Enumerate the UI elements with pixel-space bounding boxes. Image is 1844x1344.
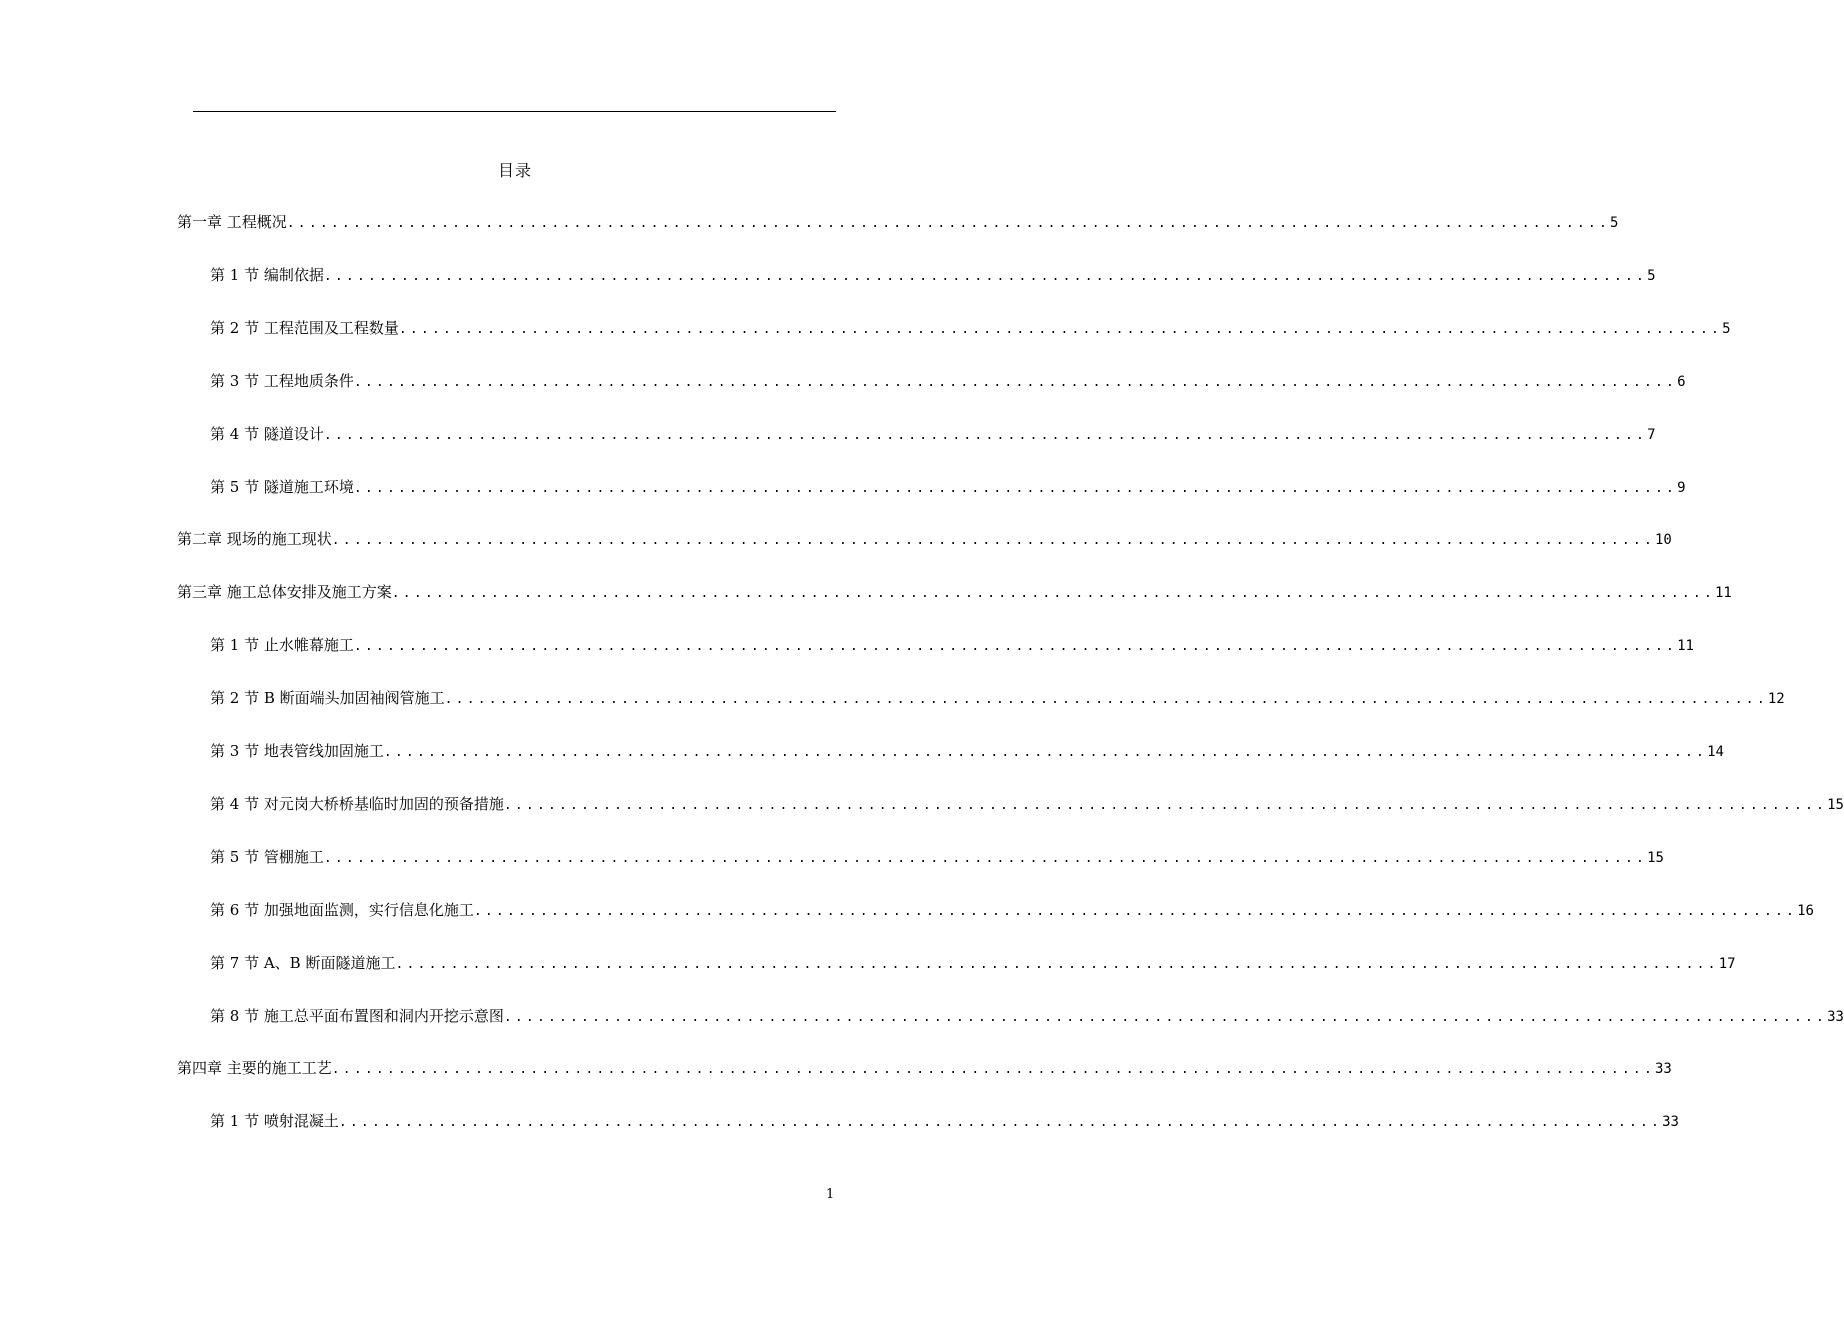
toc-section-entry[interactable] [210,847,1664,869]
footer-page-number: 1 [826,1187,835,1202]
toc-entry-page-number: 6 [1677,374,1686,390]
toc-entry-label: 第 2 节 工程范围及工程数量 [210,319,399,337]
toc-leader-dots: ........................................................................................................................ [391,586,1715,601]
toc-leader-dots: ........................................................................................................................ [444,692,1768,707]
toc-leader-dots: ........................................................................................................................ [331,1062,1655,1077]
toc-entry-page-number: 11 [1677,638,1694,654]
toc-section-entry[interactable] [210,635,1694,657]
toc-entry-label: 第三章 施工总体安排及施工方案 [177,583,392,601]
toc-title: 目录 [497,161,532,180]
toc-entry-page-number: 17 [1718,956,1736,972]
toc-entry-page-number: 12 [1767,691,1785,707]
toc-leader-dots: ........................................................................................................................ [323,851,1648,866]
toc-entry-page-number: 33 [1654,1061,1672,1077]
toc-section-entry[interactable] [210,371,1686,393]
toc-section-entry[interactable] [210,1006,1844,1028]
toc-entry-page-number: 5 [1647,268,1656,284]
toc-entry-page-number: 15 [1827,797,1844,813]
toc-entry-page-number: 16 [1797,903,1814,919]
toc-leader-dots: ........................................................................................................................ [331,533,1655,548]
toc-section-entry[interactable] [210,1111,1679,1133]
toc-entry-page-number: 5 [1722,321,1731,337]
toc-chapter-entry[interactable] [177,1058,1672,1080]
toc-entry-label: 第 7 节 A、B 断面隧道施工 [210,954,396,972]
toc-leader-dots: ........................................................................................................................ [503,1010,1828,1025]
toc-entry-page-number: 11 [1714,585,1732,601]
toc-section-entry[interactable] [210,424,1656,446]
toc-leader-dots: ........................................................................................................................ [503,798,1828,813]
toc-leader-dots: ........................................................................................................................ [353,481,1678,496]
toc-entry-label: 第 4 节 隧道设计 [210,425,324,443]
toc-entry-label: 第二章 现场的施工现状 [177,530,332,548]
toc-entry-label: 第 5 节 管棚施工 [210,848,324,866]
toc-leader-dots: ........................................................................................................................ [323,428,1648,443]
toc-leader-dots: ........................................................................................................................ [286,216,1610,231]
toc-entry-label: 第 2 节 B 断面端头加固袖阀管施工 [210,689,445,707]
toc-section-entry[interactable] [210,318,1731,340]
toc-section-entry[interactable] [210,265,1656,287]
toc-entry-label: 第一章 工程概况 [177,213,287,231]
toc-entry-label: 第四章 主要的施工工艺 [177,1059,332,1077]
toc-entry-page-number: 7 [1647,427,1656,443]
toc-leader-dots: ........................................................................................................................ [473,904,1798,919]
toc-section-entry[interactable] [210,688,1785,710]
toc-chapter-entry[interactable] [177,212,1619,234]
toc-entry-page-number: 33 [1827,1009,1844,1025]
toc-entry-label: 第 3 节 地表管线加固施工 [210,742,384,760]
toc-leader-dots: ........................................................................................................................ [353,375,1678,390]
toc-entry-label: 第 6 节 加强地面监测，实行信息化施工 [210,901,474,919]
toc-leader-dots: ........................................................................................................................ [353,639,1678,654]
toc-entry-label: 第 4 节 对元岗大桥桥基临时加固的预备措施 [210,795,504,813]
toc-leader-dots: ........................................................................................................................ [323,269,1648,284]
toc-entry-page-number: 9 [1677,480,1686,496]
toc-entry-page-number: 14 [1707,744,1724,760]
toc-entry-page-number: 10 [1654,532,1672,548]
toc-entry-label: 第 1 节 止水帷幕施工 [210,636,354,654]
toc-section-entry[interactable] [210,741,1724,763]
toc-entry-label: 第 8 节 施工总平面布置图和洞内开挖示意图 [210,1007,504,1025]
toc-chapter-entry[interactable] [177,582,1732,604]
toc-entry-page-number: 5 [1609,215,1619,231]
toc-entry-page-number: 15 [1647,850,1664,866]
toc-section-entry[interactable] [210,953,1736,975]
toc-section-entry[interactable] [210,477,1686,499]
toc-leader-dots: ........................................................................................................................ [338,1115,1663,1130]
toc-leader-dots: ........................................................................................................................ [395,957,1719,972]
toc-section-entry[interactable] [210,900,1814,922]
toc-chapter-entry[interactable] [177,529,1672,551]
toc-entry-page-number: 33 [1662,1114,1679,1130]
toc-entry-label: 第 1 节 喷射混凝土 [210,1112,339,1130]
toc-section-entry[interactable] [210,794,1844,816]
toc-entry-label: 第 3 节 工程地质条件 [210,372,354,390]
toc-leader-dots: ........................................................................................................................ [398,322,1723,337]
toc-entry-label: 第 5 节 隧道施工环境 [210,478,354,496]
toc-leader-dots: ........................................................................................................................ [383,745,1708,760]
toc-entry-label: 第 1 节 编制依据 [210,266,324,284]
